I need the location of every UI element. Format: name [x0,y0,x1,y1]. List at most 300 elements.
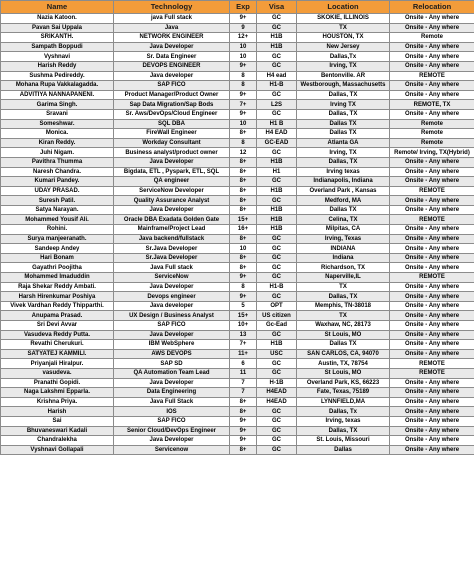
cell-exp: 15+ [230,215,257,225]
cell-exp: 5 [230,301,257,311]
cell-location: Irving, Texas [297,234,390,244]
cell-location: Irving, TX [297,148,390,158]
cell-exp: 9+ [230,416,257,426]
cell-visa: GC [257,253,297,263]
cell-relocation: Onsite - Any where [390,234,474,244]
table-row [1,388,474,398]
cell-name: Vyshnavi Gollapali [1,445,114,455]
cell-visa: H1B [257,33,297,43]
table-row [1,349,474,359]
cell-visa: GC [257,426,297,436]
cell-location: Dallas TX [297,119,390,129]
table-row [1,196,474,206]
cell-technology: DEVOPS ENGINEER [114,61,230,71]
cell-exp: 11+ [230,349,257,359]
table-row [1,378,474,388]
cell-visa: H1-B [257,81,297,91]
cell-visa: H4 ead [257,71,297,81]
cell-name: Monica. [1,129,114,139]
cell-technology: Product Manager/Product Owner [114,90,230,100]
cell-exp: 8+ [230,205,257,215]
cell-location: Dallas TX [297,129,390,139]
cell-exp: 8+ [230,177,257,187]
table-row [1,23,474,33]
cell-relocation: Onsite - Any where [390,426,474,436]
cell-relocation: Onsite - Any where [390,388,474,398]
cell-technology: Devops engineer [114,292,230,302]
cell-relocation: REMOTE [390,71,474,81]
cell-name: Surya manjeeranath. [1,234,114,244]
cell-name: Rohini. [1,225,114,235]
cell-visa: GC [257,436,297,446]
cell-name: Raja Shekar Reddy Ambati. [1,282,114,292]
table-row [1,416,474,426]
cell-name: Priyanjali Hiralpur. [1,359,114,369]
cell-visa: H-1B [257,378,297,388]
cell-technology: Java Developer [114,157,230,167]
cell-technology: Java Developer [114,330,230,340]
cell-relocation: Remote [390,33,474,43]
cell-relocation: REMOTE [390,359,474,369]
cell-relocation: Onsite - Any where [390,436,474,446]
cell-technology: Java Developer [114,436,230,446]
cell-name: Kiran Reddy. [1,138,114,148]
table-row [1,368,474,378]
cell-name: Mohammed Imaduddin [1,273,114,283]
table-body [1,14,474,455]
cell-technology: QA engineer [114,177,230,187]
cell-location: Richardson, TX [297,263,390,273]
cell-visa: OPT [257,301,297,311]
table-row [1,215,474,225]
table-row [1,148,474,158]
cell-relocation: Onsite - Any where [390,282,474,292]
cell-exp: 9+ [230,109,257,119]
cell-exp: 8+ [230,397,257,407]
cell-exp: 7+ [230,100,257,110]
cell-technology: Business analyst/product owner [114,148,230,158]
column-header-technology: Technology [114,1,230,14]
cell-exp: 9+ [230,292,257,302]
cell-exp: 15+ [230,311,257,321]
cell-technology: Oracle DBA Exadata Golden Gate [114,215,230,225]
cell-relocation: Onsite - Any where [390,378,474,388]
cell-exp: 10 [230,52,257,62]
cell-location: New Jersey [297,42,390,52]
cell-technology: Quality Assurance Analyst [114,196,230,206]
cell-visa: H1B [257,215,297,225]
cell-name: Juhi Nigam. [1,148,114,158]
cell-name: Pavan Sai Uppala [1,23,114,33]
cell-technology: Java Developer [114,378,230,388]
table-row [1,157,474,167]
cell-name: Sri Devi Avvar [1,321,114,331]
cell-exp: 6 [230,359,257,369]
cell-technology: Java Full stack [114,263,230,273]
cell-relocation: Onsite - Any where [390,321,474,331]
cell-location: Indianapolis, Indiana [297,177,390,187]
cell-relocation: Remote [390,129,474,139]
cell-name: Vyshnavi [1,52,114,62]
cell-relocation: Onsite - Any where [390,311,474,321]
cell-relocation: Onsite - Any where [390,177,474,187]
cell-relocation: Onsite - Any where [390,244,474,254]
cell-exp: 8+ [230,186,257,196]
cell-name: Vivek Vardhan Reddy Thipparthi. [1,301,114,311]
cell-visa: GC [257,234,297,244]
cell-relocation: Remote/ Irving, TX(Hybrid) [390,148,474,158]
cell-location: TX [297,23,390,33]
table-row [1,138,474,148]
cell-visa: USC [257,349,297,359]
cell-visa: GC [257,196,297,206]
cell-technology: Mainframe/Project Lead [114,225,230,235]
cell-name: Pranathi Gopidi. [1,378,114,388]
cell-name: Hari Bonam [1,253,114,263]
cell-location: Dallas, TX [297,157,390,167]
table-row [1,330,474,340]
table-row [1,71,474,81]
cell-location: Irving, TX [297,61,390,71]
cell-location: TX [297,311,390,321]
cell-visa: H1 [257,167,297,177]
cell-exp: 8+ [230,253,257,263]
cell-technology: Java Developer [114,42,230,52]
table-row [1,119,474,129]
column-header-exp: Exp [230,1,257,14]
cell-location: Dallas, TX [297,426,390,436]
table-row [1,205,474,215]
table-row [1,100,474,110]
cell-relocation: REMOTE, TX [390,100,474,110]
cell-technology: Java [114,23,230,33]
cell-relocation: Onsite - Any where [390,397,474,407]
cell-location: SKOKIE, ILLINOIS [297,14,390,24]
cell-location: TX [297,282,390,292]
cell-exp: 11 [230,368,257,378]
cell-visa: GC-EAD [257,138,297,148]
cell-relocation: Onsite - Any where [390,416,474,426]
cell-technology: Java Developer [114,205,230,215]
cell-relocation: Onsite - Any where [390,349,474,359]
table-row [1,177,474,187]
cell-visa: H1B [257,225,297,235]
cell-name: Anupama Prasad. [1,311,114,321]
cell-relocation: REMOTE [390,368,474,378]
table-row [1,340,474,350]
cell-name: ADVITIYA NANNAPANENI. [1,90,114,100]
cell-relocation: Onsite - Any where [390,61,474,71]
table-row [1,81,474,91]
cell-name: Kumari Pandey. [1,177,114,187]
cell-technology: SAP SD [114,359,230,369]
table-row [1,436,474,446]
cell-relocation: Onsite - Any where [390,253,474,263]
cell-name: Harish Reddy [1,61,114,71]
cell-name: Sravani [1,109,114,119]
cell-name: Mohammed Yousif Ali. [1,215,114,225]
cell-relocation: Onsite - Any where [390,196,474,206]
cell-technology: UX Design / Business Analyst [114,311,230,321]
cell-location: LYNNFIELD,MA [297,397,390,407]
cell-visa: H4EAD [257,397,297,407]
cell-visa: GC [257,273,297,283]
cell-name: Pavithra Thumma [1,157,114,167]
cell-visa: H1B [257,205,297,215]
cell-exp: 10 [230,244,257,254]
cell-visa: H4 EAD [257,129,297,139]
table-row [1,109,474,119]
table-row [1,90,474,100]
table-row [1,397,474,407]
cell-relocation: REMOTE [390,273,474,283]
table-row [1,426,474,436]
cell-name: Vasudeva Reddy Putta. [1,330,114,340]
table-row [1,253,474,263]
cell-location: St. Louis, Missouri [297,436,390,446]
cell-name: Naresh Chandra. [1,167,114,177]
cell-technology: SAP FICO [114,81,230,91]
table-row [1,244,474,254]
cell-location: Westborough, Massachusetts [297,81,390,91]
cell-relocation: Onsite - Any where [390,263,474,273]
cell-location: Overland Park, KS, 66223 [297,378,390,388]
cell-technology: java Full stack [114,14,230,24]
cell-technology: Java developer [114,71,230,81]
cell-location: Overland Park , Kansas [297,186,390,196]
cell-location: Dallas, Tx [297,407,390,417]
table-row [1,359,474,369]
cell-location: Irving texas [297,167,390,177]
cell-name: Naga Lakshmi Epparla. [1,388,114,398]
cell-technology: QA Automation Team Lead [114,368,230,378]
cell-name: SATYATEJ KAMMILI. [1,349,114,359]
cell-name: Revathi Cherukuri. [1,340,114,350]
cell-relocation: Onsite - Any where [390,330,474,340]
cell-name: Sampath Boppudi [1,42,114,52]
cell-technology: Workday Consultant [114,138,230,148]
cell-technology: IBM WebSphere [114,340,230,350]
cell-exp: 8+ [230,445,257,455]
column-header-name: Name [1,1,114,14]
cell-technology: Java developer [114,301,230,311]
table-row [1,186,474,196]
cell-technology: Sr.Java Developer [114,253,230,263]
cell-technology: Sap Data Migration/Sap Bods [114,100,230,110]
cell-relocation: Onsite - Any where [390,205,474,215]
table-row [1,301,474,311]
cell-relocation: Onsite - Any where [390,109,474,119]
cell-visa: GC [257,148,297,158]
cell-relocation: Onsite - Any where [390,90,474,100]
cell-exp: 7 [230,388,257,398]
table-row [1,61,474,71]
cell-visa: GC [257,61,297,71]
cell-location: HOUSTON, TX [297,33,390,43]
cell-name: Garima Singh. [1,100,114,110]
cell-exp: 9+ [230,61,257,71]
cell-exp: 9+ [230,273,257,283]
table-row [1,273,474,283]
cell-location: Atlanta GA [297,138,390,148]
table-row [1,263,474,273]
cell-name: Chandralekha [1,436,114,446]
cell-location: Dallas [297,445,390,455]
cell-relocation: Onsite - Any where [390,225,474,235]
table-row [1,282,474,292]
cell-exp: 9+ [230,426,257,436]
cell-exp: 10+ [230,321,257,331]
table-row [1,321,474,331]
cell-relocation: Remote [390,119,474,129]
cell-visa: GC [257,52,297,62]
cell-location: Dallas, TX [297,292,390,302]
cell-visa: H1B [257,157,297,167]
cell-visa: H1B [257,186,297,196]
cell-visa: GC [257,109,297,119]
cell-visa: GC [257,368,297,378]
column-header-location: Location [297,1,390,14]
cell-relocation: Onsite - Any where [390,407,474,417]
cell-location: Celina, TX [297,215,390,225]
cell-technology: SQL DBA [114,119,230,129]
cell-visa: GC [257,23,297,33]
cell-exp: 7+ [230,340,257,350]
cell-technology: Senior Cloud/DevOps Engineer [114,426,230,436]
cell-visa: H4EAD [257,388,297,398]
cell-exp: 13 [230,330,257,340]
cell-location: Memphis, TN-38018 [297,301,390,311]
column-header-relocation: Relocation [390,1,474,14]
cell-visa: H1-B [257,282,297,292]
cell-location: Fate, Texas, 75189 [297,388,390,398]
cell-exp: 8+ [230,234,257,244]
cell-visa: GC [257,445,297,455]
cell-relocation: Onsite - Any where [390,23,474,33]
table-row [1,129,474,139]
cell-visa: GC [257,90,297,100]
cell-technology: Java Developer [114,282,230,292]
cell-relocation: Onsite - Any where [390,445,474,455]
cell-technology: FireWall Engineer [114,129,230,139]
cell-relocation: Onsite - Any where [390,167,474,177]
cell-location: SAN CARLOS, CA, 94070 [297,349,390,359]
cell-exp: 12+ [230,33,257,43]
cell-exp: 8+ [230,263,257,273]
cell-name: Harish [1,407,114,417]
cell-technology: ServiceNow Developer [114,186,230,196]
cell-name: Nazia Katoon. [1,14,114,24]
cell-technology: Bigdata, ETL , Pyspark, ETL, SQL [114,167,230,177]
cell-exp: 8 [230,71,257,81]
cell-exp: 8 [230,282,257,292]
cell-visa: GC [257,416,297,426]
table-row [1,311,474,321]
cell-visa: GC [257,244,297,254]
header-row [1,1,474,14]
cell-relocation: Onsite - Any where [390,52,474,62]
cell-location: St Louis, MO [297,368,390,378]
cell-visa: GC [257,292,297,302]
cell-relocation: Onsite - Any where [390,157,474,167]
cell-relocation: REMOTE [390,186,474,196]
cell-technology: SAP FICO [114,321,230,331]
cell-exp: 12 [230,148,257,158]
cell-relocation: Onsite - Any where [390,301,474,311]
cell-location: Dallas,Tx [297,52,390,62]
cell-exp: 8+ [230,167,257,177]
table-row [1,42,474,52]
cell-location: Dallas TX [297,340,390,350]
cell-technology: Sr.Java Developer [114,244,230,254]
cell-relocation: Onsite - Any where [390,340,474,350]
cell-location: Dallas, TX [297,90,390,100]
cell-visa: H1 B [257,119,297,129]
cell-relocation: Onsite - Any where [390,14,474,24]
cell-technology: Sr. Aws/DevOps/Cloud Engineer [114,109,230,119]
cell-technology: NETWORK ENGINEER [114,33,230,43]
table-row [1,292,474,302]
cell-visa: GC [257,14,297,24]
cell-exp: 10 [230,119,257,129]
cell-exp: 9+ [230,90,257,100]
cell-location: INDIANA [297,244,390,254]
cell-technology: Java backend/fullstack [114,234,230,244]
cell-location: St Louis, MO [297,330,390,340]
cell-name: Krishna Priya. [1,397,114,407]
table-row [1,445,474,455]
cell-name: Someshwar. [1,119,114,129]
table-row [1,14,474,24]
cell-exp: 9 [230,23,257,33]
table-row [1,52,474,62]
cell-relocation: Remote [390,138,474,148]
cell-visa: GC [257,177,297,187]
cell-technology: AWS DEVOPS [114,349,230,359]
cell-exp: 7 [230,378,257,388]
table-row [1,234,474,244]
cell-location: Waxhaw, NC, 28173 [297,321,390,331]
cell-visa: US citizen [257,311,297,321]
cell-relocation: Onsite - Any where [390,81,474,91]
cell-name: vasudeva. [1,368,114,378]
cell-location: Milpitas, CA [297,225,390,235]
cell-technology: Java Full Stack [114,397,230,407]
cell-exp: 8+ [230,407,257,417]
cell-technology: ServiceNow [114,273,230,283]
cell-name: Sandeep Andey [1,244,114,254]
cell-exp: 16+ [230,225,257,235]
cell-location: Naperville,IL [297,273,390,283]
cell-exp: 8 [230,138,257,148]
cell-visa: H1B [257,340,297,350]
cell-name: SRIKANTH. [1,33,114,43]
cell-location: Irving, texas [297,416,390,426]
cell-visa: GC [257,263,297,273]
cell-visa: GC [257,359,297,369]
cell-name: Sai [1,416,114,426]
cell-visa: GC [257,330,297,340]
cell-location: Medford, MA [297,196,390,206]
table-row [1,225,474,235]
table-row [1,33,474,43]
cell-technology: IOS [114,407,230,417]
cell-technology: Data Engineering [114,388,230,398]
cell-name: UDAY PRASAD. [1,186,114,196]
cell-exp: 8 [230,81,257,91]
cell-name: Sushma Pedireddy. [1,71,114,81]
cell-technology: Sr. Data Engineer [114,52,230,62]
